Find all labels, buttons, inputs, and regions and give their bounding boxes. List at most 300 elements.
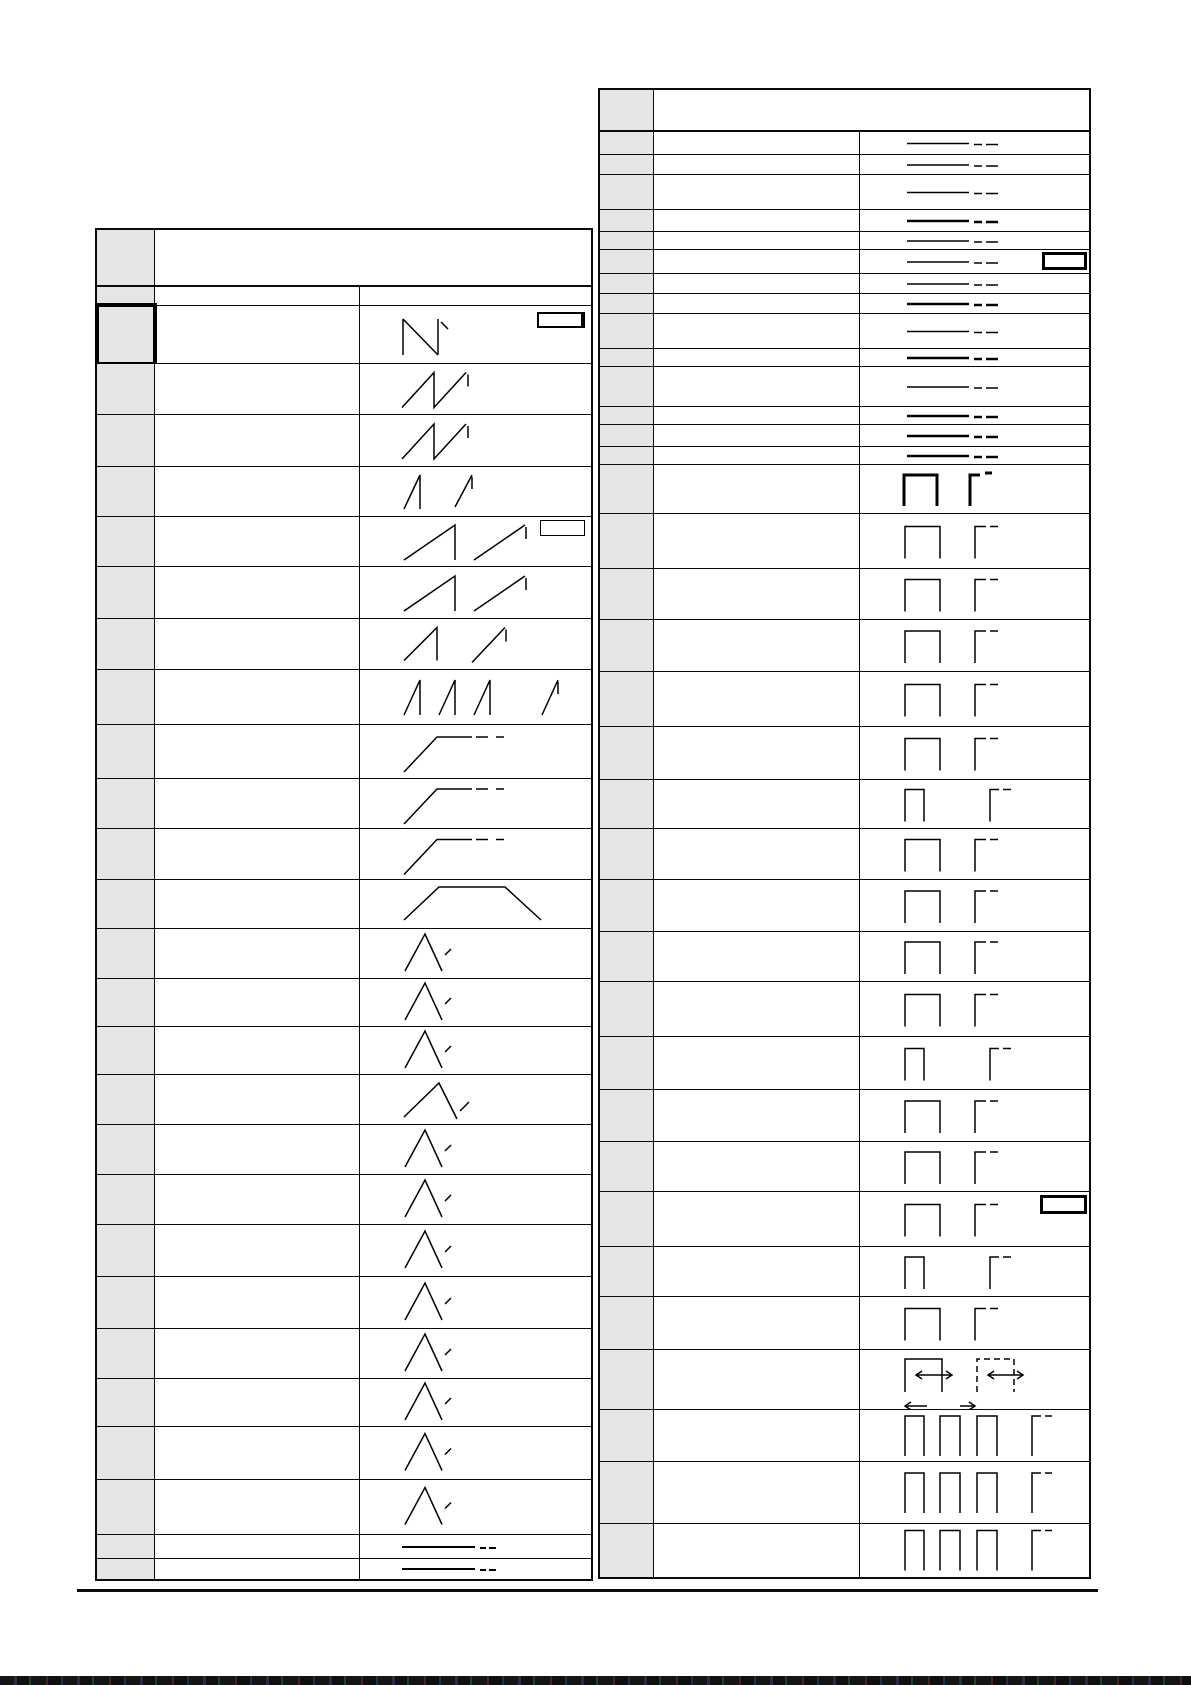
waveform-glyph-line-dash-s xyxy=(360,1535,589,1559)
row-waveform-cell xyxy=(360,1535,591,1558)
waveform-glyph-pulse xyxy=(860,514,1087,569)
row-waveform-cell xyxy=(860,1037,1089,1089)
row-index-cell xyxy=(600,425,654,446)
row-index-cell xyxy=(600,210,654,231)
row-index-cell xyxy=(600,294,654,313)
right-waveform-row-25 xyxy=(600,982,1089,1037)
row-index-cell xyxy=(600,1462,654,1523)
row-index-cell xyxy=(600,314,654,348)
waveform-glyph-pulse xyxy=(860,1142,1087,1192)
row-index-cell xyxy=(600,1247,654,1296)
waveform-table-left xyxy=(95,228,593,1581)
row-description-cell xyxy=(155,1125,360,1174)
right-waveform-row-33 xyxy=(600,1410,1089,1462)
waveform-glyph-line-dash-s xyxy=(360,1559,589,1579)
row-index-cell xyxy=(97,1175,155,1224)
row-description-cell xyxy=(654,425,860,446)
row-waveform-cell xyxy=(860,425,1089,446)
row-index-cell xyxy=(97,1125,155,1174)
row-index-cell xyxy=(97,779,155,828)
left-waveform-row-23 xyxy=(97,1427,591,1480)
row-index-cell xyxy=(97,979,155,1026)
row-index-cell xyxy=(600,932,654,981)
table-header-row xyxy=(600,90,1089,132)
row-description-cell xyxy=(155,467,360,516)
row-description-cell xyxy=(155,829,360,879)
scan-artifact-band xyxy=(0,1676,1191,1685)
waveform-glyph-saw-spikes4 xyxy=(360,670,589,725)
left-waveform-row-4 xyxy=(97,467,591,517)
row-description-cell xyxy=(654,1524,860,1577)
left-waveform-row-3 xyxy=(97,415,591,467)
row-index-cell xyxy=(97,1480,155,1534)
row-description-cell xyxy=(155,880,360,928)
row-description-cell xyxy=(155,415,360,466)
row-description-cell xyxy=(155,725,360,778)
row-description-cell xyxy=(654,1192,860,1246)
row-waveform-cell xyxy=(860,465,1089,513)
row-index-cell xyxy=(600,1142,654,1191)
row-index-cell xyxy=(97,467,155,516)
row-description-cell xyxy=(654,829,860,879)
header-title-cell xyxy=(155,230,591,285)
row-description-cell xyxy=(654,155,860,174)
right-waveform-row-26 xyxy=(600,1037,1089,1090)
row-description-cell xyxy=(654,880,860,931)
row-waveform-cell xyxy=(360,517,591,566)
row-description-cell xyxy=(155,1535,360,1558)
waveform-glyph-triangle xyxy=(360,1027,589,1075)
row-waveform-cell xyxy=(860,514,1089,568)
row-waveform-cell xyxy=(860,982,1089,1036)
row-index-cell xyxy=(97,725,155,778)
row-index-cell xyxy=(600,1410,654,1461)
row-description-cell xyxy=(654,672,860,726)
row-waveform-cell xyxy=(860,349,1089,366)
row-waveform-cell xyxy=(360,1225,591,1276)
right-waveform-row-21 xyxy=(600,780,1089,829)
left-waveform-row-14 xyxy=(97,979,591,1027)
row-waveform-cell xyxy=(360,1027,591,1074)
waveform-glyph-triangle xyxy=(360,979,589,1027)
right-waveform-row-15 xyxy=(600,465,1089,514)
row-waveform-cell xyxy=(860,1192,1089,1246)
left-waveform-row-9 xyxy=(97,725,591,779)
row-index-cell xyxy=(97,619,155,669)
row-index-cell xyxy=(97,1427,155,1479)
waveform-glyph-line-dash xyxy=(860,232,1087,250)
left-waveform-row-12 xyxy=(97,880,591,929)
waveform-glyph-triangle xyxy=(360,929,589,979)
waveform-glyph-pulse xyxy=(860,932,1087,982)
right-waveform-row-20 xyxy=(600,727,1089,780)
row-description-cell xyxy=(654,250,860,273)
row-index-cell xyxy=(97,415,155,466)
row-waveform-cell xyxy=(860,1350,1089,1409)
row-index-cell xyxy=(600,672,654,726)
right-waveform-row-16 xyxy=(600,514,1089,569)
waveform-glyph-line-dash xyxy=(860,155,1087,175)
waveform-glyph-triangle xyxy=(360,1175,589,1225)
row-description-cell xyxy=(654,1037,860,1089)
row-waveform-cell xyxy=(860,1142,1089,1191)
waveform-glyph-saw-rise xyxy=(360,364,589,415)
row-description-cell xyxy=(155,1225,360,1276)
row-description-cell xyxy=(654,210,860,231)
waveform-glyph-saw-wide xyxy=(360,567,589,619)
row-index-cell xyxy=(97,1075,155,1124)
row-description-cell xyxy=(654,780,860,828)
left-waveform-row-25 xyxy=(97,1535,591,1559)
row-description-cell xyxy=(155,567,360,618)
row-description-cell xyxy=(155,1379,360,1426)
row-description-cell xyxy=(155,1427,360,1479)
row-index-cell xyxy=(600,727,654,779)
header-index-cell xyxy=(97,230,155,285)
waveform-glyph-ramp-hold xyxy=(360,829,589,880)
right-waveform-row-35 xyxy=(600,1524,1089,1577)
waveform-glyph-pulse-narrow xyxy=(860,780,1087,829)
row-waveform-cell xyxy=(360,1379,591,1426)
subheader-index-cell xyxy=(97,287,155,305)
waveform-glyph-pulse-pwm xyxy=(860,1350,1087,1410)
right-waveform-row-11 xyxy=(600,367,1089,407)
row-description-cell xyxy=(155,670,360,724)
row-waveform-cell xyxy=(860,1247,1089,1296)
row-index-cell xyxy=(600,155,654,174)
row-description-cell xyxy=(654,1247,860,1296)
row-index-cell xyxy=(97,517,155,566)
waveform-glyph-pulse xyxy=(860,1297,1087,1350)
left-waveform-row-8 xyxy=(97,670,591,725)
row-description-cell xyxy=(155,979,360,1026)
subheader-waveform-cell xyxy=(360,287,591,305)
row-description-cell xyxy=(654,175,860,209)
left-waveform-row-22 xyxy=(97,1379,591,1427)
waveform-glyph-pulse xyxy=(860,620,1087,672)
left-waveform-row-2 xyxy=(97,364,591,415)
left-waveform-row-24 xyxy=(97,1480,591,1535)
row-waveform-cell xyxy=(860,210,1089,231)
row-description-cell xyxy=(654,132,860,154)
callout-box xyxy=(1040,1195,1087,1214)
waveform-glyph-line-dash xyxy=(860,274,1087,294)
row-description-cell xyxy=(654,465,860,513)
right-waveform-row-9 xyxy=(600,314,1089,349)
waveform-glyph-pulse xyxy=(860,727,1087,780)
row-index-cell xyxy=(600,232,654,249)
row-waveform-cell xyxy=(360,1175,591,1224)
waveform-glyph-pulse xyxy=(860,672,1087,727)
right-waveform-row-34 xyxy=(600,1462,1089,1524)
row-index-cell xyxy=(97,1277,155,1328)
waveform-glyph-ramp-hold xyxy=(360,725,589,779)
row-waveform-cell xyxy=(360,779,591,828)
row-description-cell xyxy=(155,929,360,978)
row-description-cell xyxy=(654,620,860,671)
row-index-cell xyxy=(600,1090,654,1141)
left-waveform-row-16 xyxy=(97,1075,591,1125)
row-waveform-cell xyxy=(860,1410,1089,1461)
row-description-cell xyxy=(654,447,860,464)
row-waveform-cell xyxy=(860,232,1089,249)
row-description-cell xyxy=(654,932,860,981)
waveform-glyph-pulse xyxy=(860,880,1087,932)
row-waveform-cell xyxy=(860,620,1089,671)
right-waveform-row-12 xyxy=(600,407,1089,425)
row-description-cell xyxy=(155,1027,360,1074)
waveform-glyph-ramp-hold xyxy=(360,779,589,829)
row-index-cell xyxy=(600,250,654,273)
row-index-cell xyxy=(97,1535,155,1558)
row-waveform-cell xyxy=(360,1329,591,1378)
left-waveform-row-21 xyxy=(97,1329,591,1379)
row-waveform-cell xyxy=(860,727,1089,779)
row-description-cell xyxy=(654,1410,860,1461)
row-description-cell xyxy=(155,1559,360,1579)
row-waveform-cell xyxy=(360,880,591,928)
table-subheader-row xyxy=(97,287,591,306)
row-index-cell xyxy=(600,569,654,619)
left-waveform-row-26 xyxy=(97,1559,591,1579)
row-waveform-cell xyxy=(860,1462,1089,1523)
right-waveform-row-6 xyxy=(600,250,1089,274)
row-description-cell xyxy=(654,314,860,348)
row-waveform-cell xyxy=(860,175,1089,209)
waveform-glyph-triangle-asym xyxy=(360,1075,589,1125)
waveform-glyph-pulse xyxy=(860,1090,1087,1142)
row-index-cell xyxy=(600,780,654,828)
row-description-cell xyxy=(654,569,860,619)
row-description-cell xyxy=(155,619,360,669)
left-waveform-row-20 xyxy=(97,1277,591,1329)
right-waveform-row-27 xyxy=(600,1090,1089,1142)
row-index-cell xyxy=(97,1559,155,1579)
row-waveform-cell xyxy=(360,619,591,669)
row-index-cell xyxy=(97,1225,155,1276)
waveform-glyph-pulse-bold xyxy=(860,465,1087,514)
row-index-cell xyxy=(600,465,654,513)
row-description-cell xyxy=(654,349,860,366)
waveform-glyph-triangle xyxy=(360,1329,589,1379)
left-waveform-row-13 xyxy=(97,929,591,979)
waveform-table-right xyxy=(598,88,1091,1579)
row-description-cell xyxy=(654,1462,860,1523)
row-description-cell xyxy=(155,1329,360,1378)
row-index-cell xyxy=(600,1350,654,1409)
waveform-glyph-pulse-narrow xyxy=(860,1247,1087,1297)
waveform-glyph-pulse-triple xyxy=(860,1524,1087,1577)
row-index-cell xyxy=(97,829,155,879)
right-waveform-row-28 xyxy=(600,1142,1089,1192)
waveform-glyph-triangle xyxy=(360,1427,589,1480)
row-index-cell xyxy=(600,447,654,464)
waveform-glyph-triangle xyxy=(360,1277,589,1329)
waveform-glyph-pulse-triple xyxy=(860,1462,1087,1524)
right-waveform-row-8 xyxy=(600,294,1089,314)
row-index-cell xyxy=(97,670,155,724)
row-waveform-cell xyxy=(360,567,591,618)
right-waveform-row-13 xyxy=(600,425,1089,447)
right-waveform-row-18 xyxy=(600,620,1089,672)
waveform-glyph-saw-rise xyxy=(360,415,589,467)
waveform-glyph-pulse xyxy=(860,982,1087,1037)
row-description-cell xyxy=(155,1075,360,1124)
row-waveform-cell xyxy=(360,1125,591,1174)
row-index-cell xyxy=(600,1037,654,1089)
row-waveform-cell xyxy=(860,829,1089,879)
header-title-cell xyxy=(654,90,1089,130)
row-waveform-cell xyxy=(360,364,591,414)
row-waveform-cell xyxy=(360,725,591,778)
right-waveform-row-10 xyxy=(600,349,1089,367)
waveform-glyph-line-dash-thick xyxy=(860,407,1087,425)
row-waveform-cell xyxy=(360,829,591,879)
waveform-glyph-line-dash-thick xyxy=(860,349,1087,367)
row-index-cell xyxy=(600,407,654,424)
row-waveform-cell xyxy=(860,274,1089,293)
waveform-glyph-saw-med-gap xyxy=(360,619,589,670)
row-waveform-cell xyxy=(860,367,1089,406)
waveform-glyph-saw-spike2 xyxy=(360,467,589,517)
row-index-cell xyxy=(97,929,155,978)
left-waveform-row-10 xyxy=(97,779,591,829)
row-index-cell xyxy=(97,567,155,618)
row-waveform-cell xyxy=(860,294,1089,313)
row-index-cell xyxy=(600,829,654,879)
left-waveform-row-11 xyxy=(97,829,591,880)
row-index-cell xyxy=(600,620,654,671)
row-description-cell xyxy=(654,1350,860,1409)
row-description-cell xyxy=(654,1142,860,1191)
row-index-cell xyxy=(600,132,654,154)
row-waveform-cell xyxy=(360,1075,591,1124)
row-index-cell xyxy=(600,175,654,209)
waveform-glyph-pulse-narrow xyxy=(860,1037,1087,1090)
row-waveform-cell xyxy=(360,1277,591,1328)
right-waveform-row-29 xyxy=(600,1192,1089,1247)
row-waveform-cell xyxy=(860,569,1089,619)
right-waveform-row-22 xyxy=(600,829,1089,880)
row-index-cell xyxy=(600,367,654,406)
waveform-glyph-line-dash-thick xyxy=(860,210,1087,232)
row-index-cell xyxy=(97,364,155,414)
left-waveform-row-18 xyxy=(97,1175,591,1225)
right-waveform-row-19 xyxy=(600,672,1089,727)
waveform-glyph-line-dash xyxy=(860,314,1087,349)
right-waveform-row-4 xyxy=(600,210,1089,232)
callout-box xyxy=(540,520,585,536)
row-index-cell xyxy=(600,1192,654,1246)
row-description-cell xyxy=(155,517,360,566)
row-description-cell xyxy=(155,364,360,414)
right-waveform-row-31 xyxy=(600,1297,1089,1350)
row-index-cell xyxy=(600,349,654,366)
row-waveform-cell xyxy=(860,932,1089,981)
row-waveform-cell xyxy=(860,780,1089,828)
row-waveform-cell xyxy=(360,1559,591,1579)
row-waveform-cell xyxy=(860,1524,1089,1577)
waveform-glyph-pulse xyxy=(860,569,1087,620)
row-waveform-cell xyxy=(860,447,1089,464)
row-waveform-cell xyxy=(360,1427,591,1479)
row-description-cell xyxy=(654,982,860,1036)
row-description-cell xyxy=(654,514,860,568)
row-index-cell xyxy=(97,1379,155,1426)
right-waveform-row-30 xyxy=(600,1247,1089,1297)
subheader-description-cell xyxy=(155,287,360,305)
row-description-cell xyxy=(654,407,860,424)
row-index-cell xyxy=(97,306,155,363)
waveform-glyph-triangle xyxy=(360,1480,589,1535)
row-description-cell xyxy=(155,1480,360,1534)
waveform-glyph-line-dash xyxy=(860,367,1087,407)
left-waveform-row-1 xyxy=(97,306,591,364)
row-waveform-cell xyxy=(860,1297,1089,1349)
callout-box xyxy=(537,312,585,328)
row-description-cell xyxy=(155,779,360,828)
row-waveform-cell xyxy=(360,979,591,1026)
row-description-cell xyxy=(654,274,860,293)
row-waveform-cell xyxy=(360,929,591,978)
row-index-cell xyxy=(600,982,654,1036)
row-waveform-cell xyxy=(860,672,1089,726)
row-waveform-cell xyxy=(360,670,591,724)
header-index-cell xyxy=(600,90,654,130)
row-description-cell xyxy=(654,1090,860,1141)
row-description-cell xyxy=(654,367,860,406)
left-waveform-row-5 xyxy=(97,517,591,567)
row-description-cell xyxy=(654,1297,860,1349)
waveform-glyph-trapezoid xyxy=(360,880,589,929)
right-waveform-row-5 xyxy=(600,232,1089,250)
left-waveform-row-19 xyxy=(97,1225,591,1277)
row-index-cell xyxy=(600,274,654,293)
right-waveform-row-7 xyxy=(600,274,1089,294)
row-index-cell xyxy=(97,880,155,928)
row-description-cell xyxy=(654,294,860,313)
right-waveform-row-24 xyxy=(600,932,1089,982)
row-waveform-cell xyxy=(360,1480,591,1534)
left-waveform-row-6 xyxy=(97,567,591,619)
waveform-glyph-triangle xyxy=(360,1225,589,1277)
waveform-glyph-triangle xyxy=(360,1125,589,1175)
row-waveform-cell xyxy=(860,132,1089,154)
row-waveform-cell xyxy=(860,314,1089,348)
row-description-cell xyxy=(155,1175,360,1224)
waveform-glyph-line-dash xyxy=(860,132,1087,155)
row-description-cell xyxy=(654,232,860,249)
row-waveform-cell xyxy=(860,880,1089,931)
row-index-cell xyxy=(600,880,654,931)
row-description-cell xyxy=(155,1277,360,1328)
waveform-glyph-line-dash-thick xyxy=(860,425,1087,447)
waveform-glyph-line-dash-thick xyxy=(860,447,1087,465)
right-waveform-row-2 xyxy=(600,155,1089,175)
row-index-cell xyxy=(600,514,654,568)
row-waveform-cell xyxy=(860,407,1089,424)
row-waveform-cell xyxy=(860,1090,1089,1141)
right-waveform-row-17 xyxy=(600,569,1089,620)
waveform-glyph-triangle xyxy=(360,1379,589,1427)
row-description-cell xyxy=(155,306,360,363)
row-waveform-cell xyxy=(860,155,1089,174)
left-waveform-row-15 xyxy=(97,1027,591,1075)
row-index-cell xyxy=(600,1524,654,1577)
left-waveform-row-7 xyxy=(97,619,591,670)
waveform-glyph-line-dash-thick xyxy=(860,294,1087,314)
row-waveform-cell xyxy=(360,306,591,363)
